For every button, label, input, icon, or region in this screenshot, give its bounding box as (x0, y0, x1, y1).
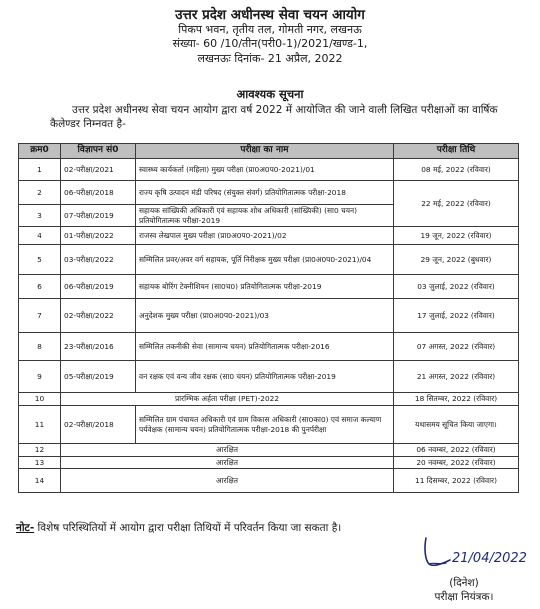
exam-name-cell: वन रक्षक एवं वन्य जीव रक्षक (सा0 चयन) प्रतियोगितात्मक परीक्षा-2019 (136, 361, 394, 393)
exam-name-cell: सहायक बोरिंग टेक्नीशियन (सा0च0) प्रतियोगितात्मक परीक्षा-2019 (136, 275, 394, 299)
serial-cell: 11 (19, 406, 61, 444)
table-row (19, 227, 519, 245)
serial-cell: 8 (19, 333, 61, 361)
serial-cell: 13 (19, 456, 61, 469)
exam-date-cell: 29 जून, 2022 (बुधवार) (394, 245, 519, 275)
header-advertisement-no: विज्ञापन सं0 (61, 144, 136, 159)
serial-cell: 6 (19, 275, 61, 299)
serial-cell: 3 (19, 205, 61, 227)
note-label: नोट- (16, 522, 35, 534)
serial-cell: 12 (19, 444, 61, 457)
exam-date-cell: 21 अगस्त, 2022 (रविवार) (394, 361, 519, 393)
exam-date-cell: 17 जुलाई, 2022 (रविवार) (394, 299, 519, 333)
exam-date-cell: 06 नवम्बर, 2022 (रविवार) (394, 444, 519, 457)
table-row (19, 299, 519, 333)
serial-cell: 7 (19, 299, 61, 333)
signature-date: 21/04/2022 (452, 551, 527, 566)
exam-calendar-table (18, 143, 519, 493)
table-row (19, 406, 519, 444)
exam-name-cell: अनुदेशक मुख्य परीक्षा (प्रा0अ0प0-2021)/03 (136, 299, 394, 333)
exam-name-cell: आरक्षित (61, 444, 394, 457)
exam-date-cell: 08 मई, 2022 (रविवार) (394, 159, 519, 181)
header-serial: क्रम0 (19, 144, 61, 159)
serial-cell: 1 (19, 159, 61, 181)
table-row (19, 333, 519, 361)
reference-number: संख्या- 60 /10/तीन(परी0-1)/2021/खण्ड-1, (172, 37, 368, 50)
exam-date-cell: 03 जुलाई, 2022 (रविवार) (394, 275, 519, 299)
document-date: लखनऊः दिनांक- 21 अप्रैल, 2022 (197, 51, 343, 65)
exam-name-cell: सम्मिलित प्रवर/अवर वर्ग सहायक, पूर्ति निरीक्षक मुख्य परीक्षा (प्रा0अ0प0-2021)/04 (136, 245, 394, 275)
table-row (19, 361, 519, 393)
table-row (19, 245, 519, 275)
signatory-designation: परीक्षा नियंत्रक। (434, 591, 494, 603)
exam-name-cell: सहायक सांख्यिकी अधिकारी एवं सहायक शोध अधिकारी (सांख्यिकी) (सा0 चयन) प्रतियोगितात्मक परीक्षा-2019 (136, 205, 394, 227)
table-row (19, 456, 519, 469)
advertisement-cell: 02-परीक्षा/2018 (61, 406, 136, 444)
table-row (19, 393, 519, 406)
exam-name-cell: सम्मिलित तकनीकी सेवा (सामान्य चयन) प्रतियोगितात्मक परीक्षा-2016 (136, 333, 394, 361)
exam-name-cell: राजस्व लेखपाल मुख्य परीक्षा (प्रा0अ0प0-2021)/02 (136, 227, 394, 245)
table-row (19, 275, 519, 299)
advertisement-cell: 06-परीक्षा/2019 (61, 275, 136, 299)
footnote (16, 521, 341, 535)
exam-name-cell: राज्य कृषि उत्पादन मंडी परिषद (संयुक्त संवर्ग) प्रतियोगितात्मक परीक्षा-2018 (136, 181, 394, 205)
exam-date-cell: 07 अगस्त, 2022 (रविवार) (394, 333, 519, 361)
table-row (19, 159, 519, 181)
exam-date-cell: 19 जून, 2022 (रविवार) (394, 227, 519, 245)
organization-name: उत्तर प्रदेश अधीनस्थ सेवा चयन आयोग (175, 7, 365, 23)
advertisement-cell: 02-परीक्षा/2021 (61, 159, 136, 181)
exam-name-cell: स्वास्थ्य कार्यकर्ता (महिला) मुख्य परीक्षा (प्रा0अ0प0-2021)/01 (136, 159, 394, 181)
signatory-name: (दिनेश) (449, 577, 479, 589)
exam-name-cell: आरक्षित (61, 456, 394, 469)
exam-date-cell: 20 नवम्बर, 2022 (रविवार) (394, 456, 519, 469)
notice-intro: उत्तर प्रदेश अधीनस्थ सेवा चयन आयोग द्वारा वर्ष 2022 में आयोजित की जाने वाली लिखित परीक्षाओं का वार्षिक कैलेण्डर निम्नवत है- (50, 104, 498, 130)
exam-date-cell: 22 मई, 2022 (रविवार) (394, 181, 519, 227)
advertisement-cell: 01-परीक्षा/2022 (61, 227, 136, 245)
document-header (0, 8, 540, 66)
table-row (19, 469, 519, 493)
serial-cell: 10 (19, 393, 61, 406)
advertisement-cell: 05-परीक्षा/2019 (61, 361, 136, 393)
note-text: विशेष परिस्थितियों में आयोग द्वारा परीक्षा तिथियों में परिवर्तन किया जा सकता है। (34, 522, 342, 534)
handwritten-signature (420, 532, 540, 572)
serial-cell: 4 (19, 227, 61, 245)
table-header-row (19, 144, 519, 159)
advertisement-cell: 03-परीक्षा/2022 (61, 245, 136, 275)
serial-cell: 5 (19, 245, 61, 275)
organization-address: पिकप भवन, तृतीय तल, गोमती नगर, लखनऊ (178, 22, 362, 36)
serial-cell: 14 (19, 469, 61, 493)
exam-date-cell: 18 सितम्बर, 2022 (रविवार) (394, 393, 519, 406)
serial-cell: 9 (19, 361, 61, 393)
table-row (19, 444, 519, 457)
advertisement-cell: 02-परीक्षा/2022 (61, 299, 136, 333)
exam-name-cell: प्रारम्भिक अर्हता परीक्षा (PET)-2022 (61, 393, 394, 406)
advertisement-cell: 23-परीक्षा/2016 (61, 333, 136, 361)
table-row (19, 181, 519, 205)
signatory (404, 576, 524, 604)
header-exam-name: परीक्षा का नाम (136, 144, 394, 159)
exam-name-cell: आरक्षित (61, 469, 394, 493)
exam-date-cell: यथासमय सूचित किया जाएगा। (394, 406, 519, 444)
serial-cell: 2 (19, 181, 61, 205)
header-exam-date: परीक्षा तिथि (394, 144, 519, 159)
advertisement-cell: 07-परीक्षा/2019 (61, 205, 136, 227)
exam-name-cell: सम्मिलित ग्राम पंचायत अधिकारी एवं ग्राम विकास अधिकारी (सा0का0) एवं समाज कल्याण पर्यवेक्षक (सामान्य चयन) प्रतियोगितात्मक परीक्षा-2018 की पुनर्परीक्षा (136, 406, 394, 444)
notice-title: आवश्यक सूचना (236, 87, 304, 101)
advertisement-cell: 06-परीक्षा/2018 (61, 181, 136, 205)
exam-date-cell: 11 दिसम्बर, 2022 (रविवार) (394, 469, 519, 493)
